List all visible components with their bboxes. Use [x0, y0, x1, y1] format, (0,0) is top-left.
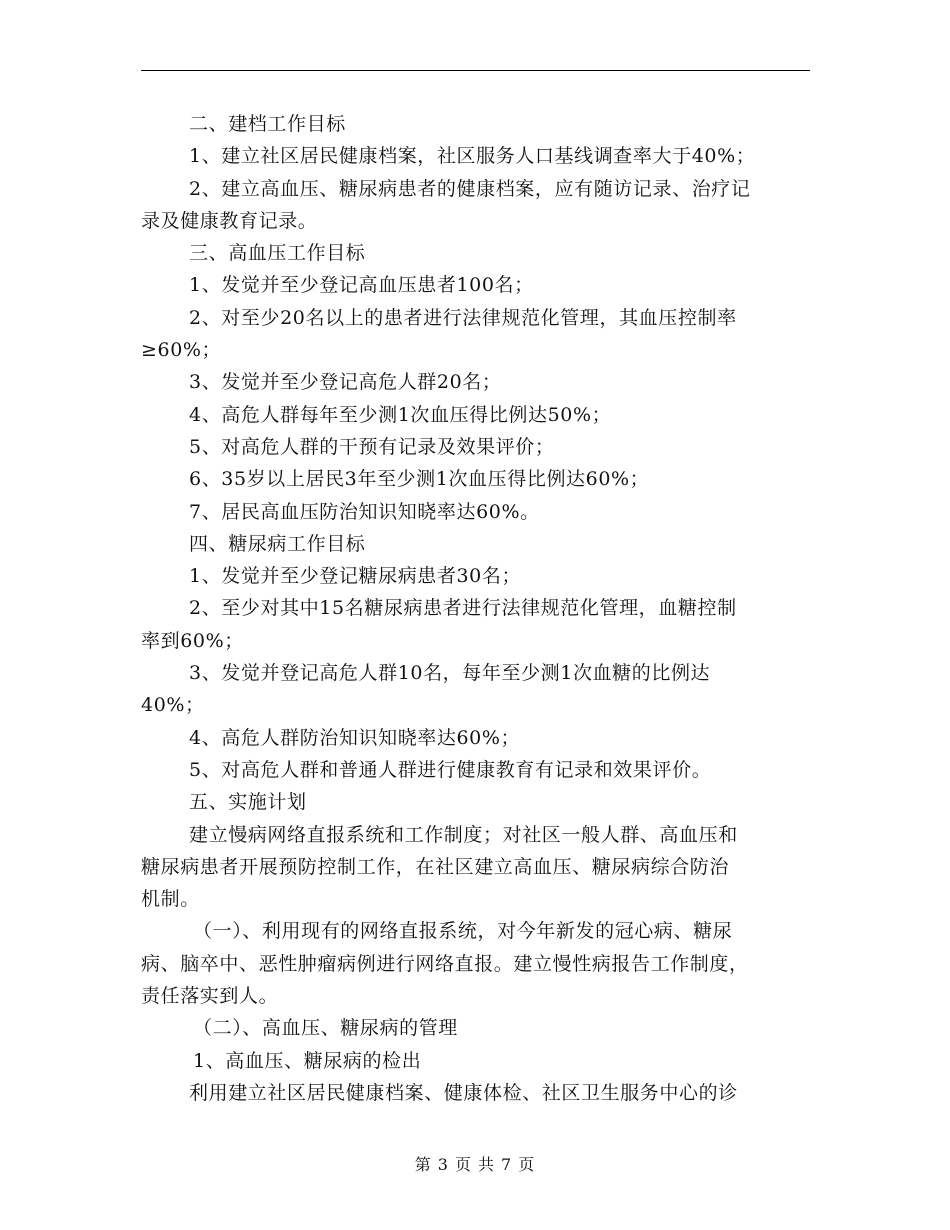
- header-rule: [141, 70, 810, 71]
- paragraph-line: 1、发觉并至少登记糖尿病患者30名；: [189, 565, 522, 588]
- paragraph-line: 6、35岁以上居民3年至少测1次血压得比例达60%；: [189, 468, 650, 491]
- total-pages: 7: [501, 1155, 513, 1174]
- section-heading: 四、糖尿病工作目标: [189, 532, 366, 555]
- paragraph-line: 利用建立社区居民健康档案、健康体检、社区卫生服务中心的诊: [189, 1081, 738, 1104]
- paragraph-line: 2、建立高血压、糖尿病患者的健康档案，应有随访记录、治疗记: [189, 177, 751, 200]
- section-heading: 五、实施计划: [189, 791, 307, 814]
- paragraph-line: 3、发觉并登记高危人群10名，每年至少测1次血糖的比例达: [189, 662, 711, 685]
- paragraph-line: 机制。: [141, 888, 200, 911]
- paragraph-line: 责任落实到人。: [141, 985, 279, 1008]
- paragraph-line: 3、发觉并至少登记高危人群20名；: [189, 371, 502, 394]
- paragraph-line: 40%；: [141, 694, 205, 717]
- page-footer: [0, 1152, 950, 1175]
- paragraph-line: 建立慢病网络直报系统和工作制度；对社区一般人群、高血压和: [189, 823, 738, 846]
- section-heading: （二）、高血压、糖尿病的管理: [193, 1017, 458, 1040]
- paragraph-line: 4、高危人群每年至少测1次血压得比例达50%；: [189, 403, 612, 426]
- paragraph-line: 5、对高危人群和普通人群进行健康教育有记录和效果评价。: [189, 758, 712, 781]
- paragraph-line: 录及健康教育记录。: [141, 209, 318, 232]
- paragraph-line: 4、高危人群防治知识知晓率达60%；: [189, 726, 521, 749]
- section-heading: 三、高血压工作目标: [189, 242, 366, 265]
- paragraph-line: 1、建立社区居民健康档案，社区服务人口基线调查率大于40%；: [189, 145, 756, 168]
- page-label: 第: [414, 1155, 432, 1174]
- page-unit: 页: [454, 1155, 472, 1174]
- total-label: 共: [478, 1155, 496, 1174]
- section-heading: 二、建档工作目标: [189, 113, 346, 135]
- document-body: [141, 108, 813, 1109]
- total-unit: 页: [518, 1155, 536, 1174]
- paragraph-line: 糖尿病患者开展预防控制工作，在社区建立高血压、糖尿病综合防治: [141, 855, 730, 878]
- paragraph-line: 2、至少对其中15名糖尿病患者进行法律规范化管理，血糖控制: [189, 597, 737, 620]
- page-number: 3: [437, 1155, 449, 1174]
- paragraph-line: 1、发觉并至少登记高血压患者100名；: [189, 274, 534, 297]
- subsection-heading: 1、高血压、糖尿病的检出: [193, 1049, 422, 1072]
- paragraph-line: 5、对高危人群的干预有记录及效果评价；: [189, 435, 555, 458]
- paragraph-line: 2、对至少20名以上的患者进行法律规范化管理，其血压控制率: [189, 306, 737, 329]
- paragraph-line: ≥60%；: [141, 339, 222, 362]
- paragraph-line: 7、居民高血压防治知识知晓率达60%。: [189, 500, 540, 523]
- paragraph-line: 病、脑卒中、恶性肿瘤病例进行网络直报。建立慢性病报告工作制度，: [141, 952, 749, 975]
- paragraph-line: 率到60%；: [141, 629, 244, 652]
- paragraph-line: （一）、利用现有的网络直报系统，对今年新发的冠心病、糖尿: [193, 920, 733, 943]
